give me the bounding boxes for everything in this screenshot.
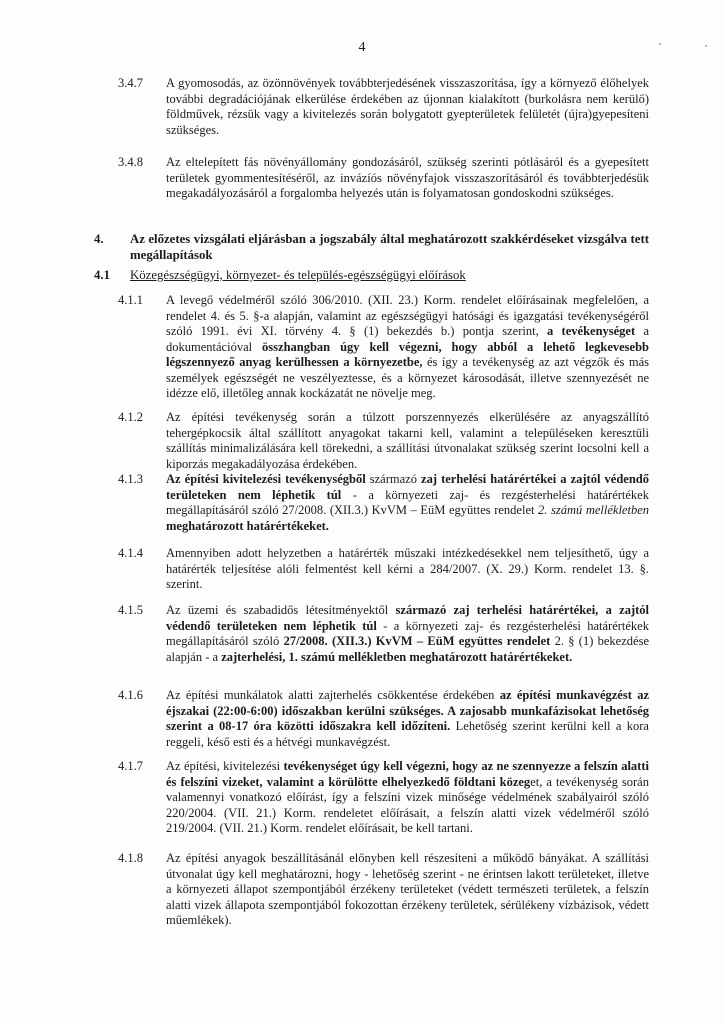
text-run: Az építési, kivitelezési — [166, 759, 284, 773]
text-run: Amennyiben adott helyzetben a határérték műszaki intézkedésekkel nem teljesíthető, úgy a határérték teljesítése alóli felmentést kell kérni a 284/2007. (X. 29.) Korm. rendelet 13. §. szerint. — [166, 546, 649, 591]
text-run: 27/2008. (XII.3.) KvVM – EüM együttes rendelet — [283, 634, 551, 648]
item-number: 4.1.6 — [118, 688, 143, 702]
section-title: Az előzetes vizsgálati eljárásban a jogszabály által meghatározott szakkérdéseket vizsgálva tett megállapítások — [130, 232, 649, 262]
item-text — [166, 851, 649, 929]
text-run: 2. § (1) bekezdése alapján - a — [166, 634, 649, 664]
item-text — [166, 546, 649, 593]
item-text — [166, 293, 649, 402]
item-text: A gyomosodás, az özönnövények továbbterjedésének visszaszorítása, így a környező élőhelyek további degradációjának elkerülése érdekében az újonnan kialakított (burkolásra nem kerülő) földművek, rézsük vagy a kivitelezés során bolygatott gyepterületek felületét (újra)gyepesíteni szükséges. — [166, 76, 649, 137]
subsection-title: Közegészségügyi, környezet- és település-egészségügyi előírások — [130, 268, 466, 282]
page-number: 4 — [358, 40, 366, 55]
item-text — [166, 410, 649, 472]
item-number: 3.4.7 — [118, 76, 143, 90]
text-run: Az üzemi és szabadidős létesítményektől — [166, 603, 396, 617]
text-run: az építési munkavégzést az éjszakai (22:00-6:00) időszakban kerülni szükséges. A zajosabb munkafázisokat lehetőség szerint a 08-17 óra közötti időszakra kell időzíteni. — [166, 688, 649, 733]
section-number: 4. — [94, 232, 104, 246]
text-run: - a környezeti zaj- és rezgésterhelési határértékek megállapításáról szóló — [166, 618, 649, 648]
item-number: 4.1.1 — [118, 293, 143, 307]
text-run: meghatározott határértékeket. — [166, 518, 329, 533]
text-run: származó — [365, 472, 422, 486]
text-run: zaj terhelési határértékei a zajtól védendő területeken nem léphetik túl — [166, 472, 649, 502]
text-run: et, a tevékenység során valamennyi vonatkozó előírást, így a felszíni vizek minősége védelmének szabályairól szóló 220/2004. (VII. 21.) Korm. rendeletet előírásait, a felszín alatti vizek védelméről szóló 219/2004. (VII. 21.) Korm. rendelet előírásait, be kell tartani. — [166, 774, 649, 835]
text-run: származó zaj terhelési határértékei, a zajtól védendő területeken nem léphetik túl — [166, 603, 649, 633]
item-number: 4.1.8 — [118, 851, 143, 865]
item-number: 4.1.7 — [118, 759, 143, 773]
item-text — [166, 759, 649, 837]
text-run: - a környezeti zaj- és rezgésterhelési határértékek megállapításáról szóló 27/2008. (XII.3.) KvVM – EüM együttes rendelet — [166, 487, 649, 517]
text-run: Az építési munkálatok alatti zajterhelés csökkentése érdekében — [166, 688, 500, 702]
item-number: 4.1.3 — [118, 472, 143, 486]
text-run: Lehetőség szerint kerülni kell a kora reggeli, késő esti és a hétvégi munkavégzést. — [166, 719, 649, 749]
text-run: Az építési kivitelezési tevékenységből — [166, 472, 366, 486]
item-text — [166, 603, 649, 665]
text-run: és így a tevékenység az azt végzők és más személyek egészségét ne veszélyeztesse, és a környezet károsodását, illetve szennyezését ne idézze elő, illetőleg annak kockázatát ne növelje meg. — [166, 355, 649, 400]
item-text — [166, 472, 649, 534]
text-run: A levegő védelméről szóló 306/2010. (XII. 23.) Korm. rendelet előírásainak megfelelően, a rendelet 4. és 5. §-a alapján, valamint az egészségügyi hatósági és igazgatási tevékenységéről szóló 1991. évi XI. törvény 4. § (1) bekezdés b.) pontja szerint, — [166, 293, 649, 338]
item-number: 4.1.5 — [118, 603, 143, 617]
text-run: zajterhelési, 1. számú mellékletben meghatározott határértékeket. — [221, 649, 573, 664]
item-number: 4.1.4 — [118, 546, 143, 560]
scan-speck — [659, 43, 661, 45]
text-run: tevékenységet úgy kell végezni, hogy az ne szennyezze a felszín alatti és felszíni vizeket, valamint a körülötte elhelyezkedő földtani közeg — [166, 759, 649, 789]
text-run: 2. számú mellékletben — [538, 503, 649, 517]
item-text: Az eltelepített fás növényállomány gondozásáról, szükség szerinti pótlásáról és a gyepesített területek gyommentesítéséről, az invázíós növényfajok visszaszorításáról és továbbterjedésük megakadályozásáról a forgalomba helyezés után is folyamatosan gondoskodni szükséges. — [166, 155, 649, 200]
item-number: 4.1.2 — [118, 410, 143, 424]
subsection-number: 4.1 — [94, 268, 110, 282]
scan-speck — [705, 45, 707, 47]
item-text — [166, 688, 649, 750]
text-run: Az építési anyagok beszállításánál előnyben kell részesíteni a működő bányákat. A szállítási útvonalat úgy kell meghatározni, hogy - lehetőség szerint - ne érintsen lakott területeket, illetve a környezeti állapot szempontjából érzékeny területeket (védett természeti területek, a felszín alatti vizek állapota szempontjából fokozottan érzékeny területek, sérülékeny vízbázisok, védett műemlékek). — [166, 851, 649, 927]
text-run: a dokumentációval — [166, 324, 649, 354]
text-run: a tevékenységet — [547, 324, 636, 338]
text-run: összhangban úgy kell végezni, hogy abból a lehető legkevesebb légszennyező anyag kerülhessen a környezetbe, — [166, 339, 649, 369]
item-number: 3.4.8 — [118, 155, 143, 169]
text-run: Az építési tevékenység során a túlzott porszennyezés elkerülésére az anyagszállító tehergépkocsik által szállított anyagokat takarni kell, valamint a településeken keresztüli szállítás minimalizálására kell törekedni, a szállítási útvonalakat szükség szerint locsolni kell a kiporzás megakadályozása érdekében. — [166, 410, 649, 471]
